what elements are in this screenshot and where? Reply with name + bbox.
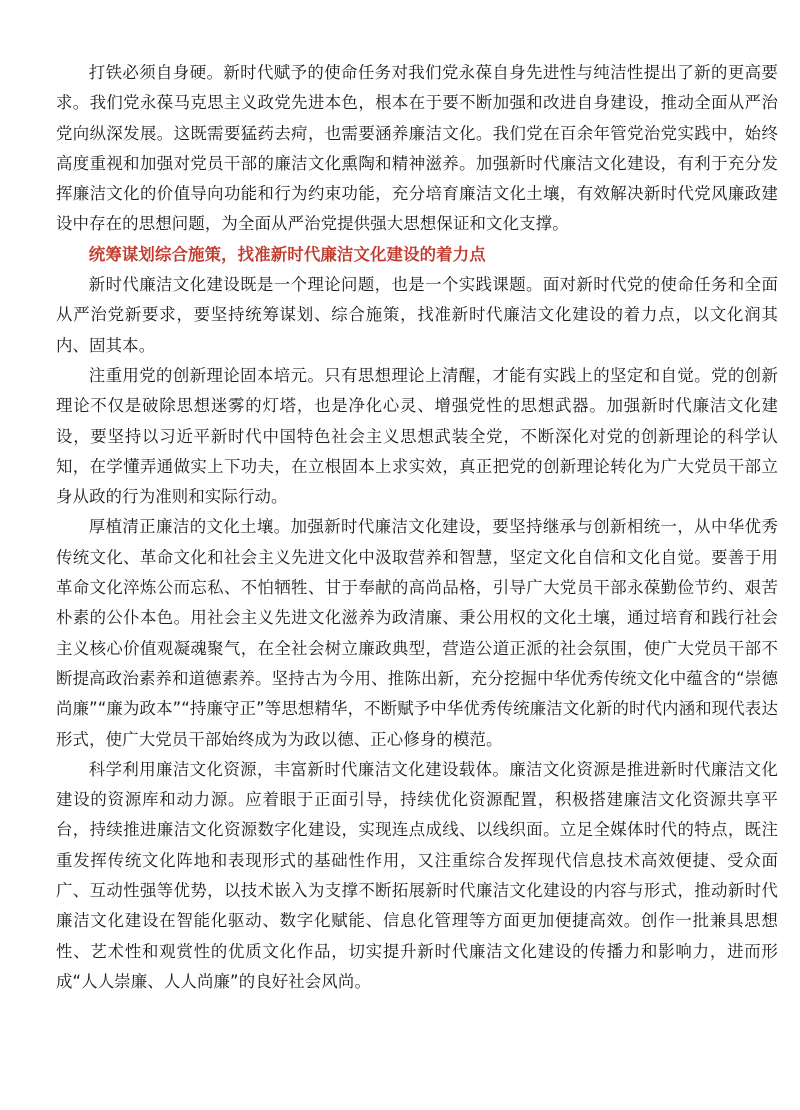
resources-paragraph: 科学利用廉洁文化资源，丰富新时代廉洁文化建设载体。廉洁文化资源是推进新时代廉洁文化建设的资源库和动力源。应着眼于正面引导，持续优化资源配置，积极搭建廉洁文化资源共享平台，持续推进廉洁文化资源数字化建设，实现连点成线、以线织面。立足全媒体时代的特点，既注重发挥传统文化阵地和表现形式的基础性作用，又注重综合发挥现代信息技术高效便捷、受众面广、互动性强等优势，以技术嵌入为支撑不断拓展新时代廉洁文化建设的内容与形式，推动新时代廉洁文化建设在智能化驱动、数字化赋能、信息化管理等方面更加便捷高效。创作一批兼具思想性、艺术性和观赏性的优质文化作品，切实提升新时代廉洁文化建设的传播力和影响力，进而形成“人人崇廉、人人尚廉”的良好社会风尚。 (56, 759, 778, 991)
section-intro-paragraph: 新时代廉洁文化建设既是一个理论问题，也是一个实践课题。面对新时代党的使命任务和全面从严治党新要求，要坚持统筹谋划、综合施策，找准新时代廉洁文化建设的着力点，以文化润其内、固其本。 (56, 275, 778, 355)
theory-paragraph: 注重用党的创新理论固本培元。只有思想理论上清醒，才能有实践上的坚定和自觉。党的创新理论不仅是破除思想迷雾的灯塔，也是净化心灵、增强党性的思想武器。加强新时代廉洁文化建设，要坚持以习近平新时代中国特色社会主义思想武装全党，不断深化对党的创新理论的科学认知，在学懂弄通做实上下功夫，在立根固本上求实效，真正把党的创新理论转化为广大党员干部立身从政的行为准则和实际行动。 (56, 365, 778, 507)
culture-soil-paragraph: 厚植清正廉洁的文化土壤。加强新时代廉洁文化建设，要坚持继承与创新相统一，从中华优秀传统文化、革命文化和社会主义先进文化中汲取营养和智慧，坚定文化自信和文化自觉。要善于用革命文化淬炼公而忘私、不怕牺牲、甘于奉献的高尚品格，引导广大党员干部永葆勤俭节约、艰苦朴素的公仆本色。用社会主义先进文化滋养为政清廉、秉公用权的文化土壤，通过培育和践行社会主义核心价值观凝魂聚气，在全社会树立廉政典型，营造公道正派的社会氛围，使广大党员干部不断提高政治素养和道德素养。坚持古为今用、推陈出新，充分挖掘中华优秀传统文化中蕴含的“崇德尚廉”“廉为政本”“持廉守正”等思想精华，不断赋予中华优秀传统廉洁文化新的时代内涵和现代表达形式，使广大党员干部始终成为为政以德、正心修身的模范。 (56, 517, 778, 749)
intro-paragraph: 打铁必须自身硬。新时代赋予的使命任务对我们党永葆自身先进性与纯洁性提出了新的更高要求。我们党永葆马克思主义政党先进本色，根本在于要不断加强和改进自身建设，推动全面从严治党向纵深发展。这既需要猛药去疴，也需要涵养廉洁文化。我们党在百余年管党治党实践中，始终高度重视和加强对党员干部的廉洁文化熏陶和精神滋养。加强新时代廉洁文化建设，有利于充分发挥廉洁文化的价值导向功能和行为约束功能，充分培育廉洁文化土壤，有效解决新时代党风廉政建设中存在的思想问题，为全面从严治党提供强大思想保证和文化支撑。 (56, 63, 778, 234)
document-page (56, 58, 778, 997)
section-heading: 统筹谋划综合施策，找准新时代廉洁文化建设的着力点 (88, 244, 486, 264)
